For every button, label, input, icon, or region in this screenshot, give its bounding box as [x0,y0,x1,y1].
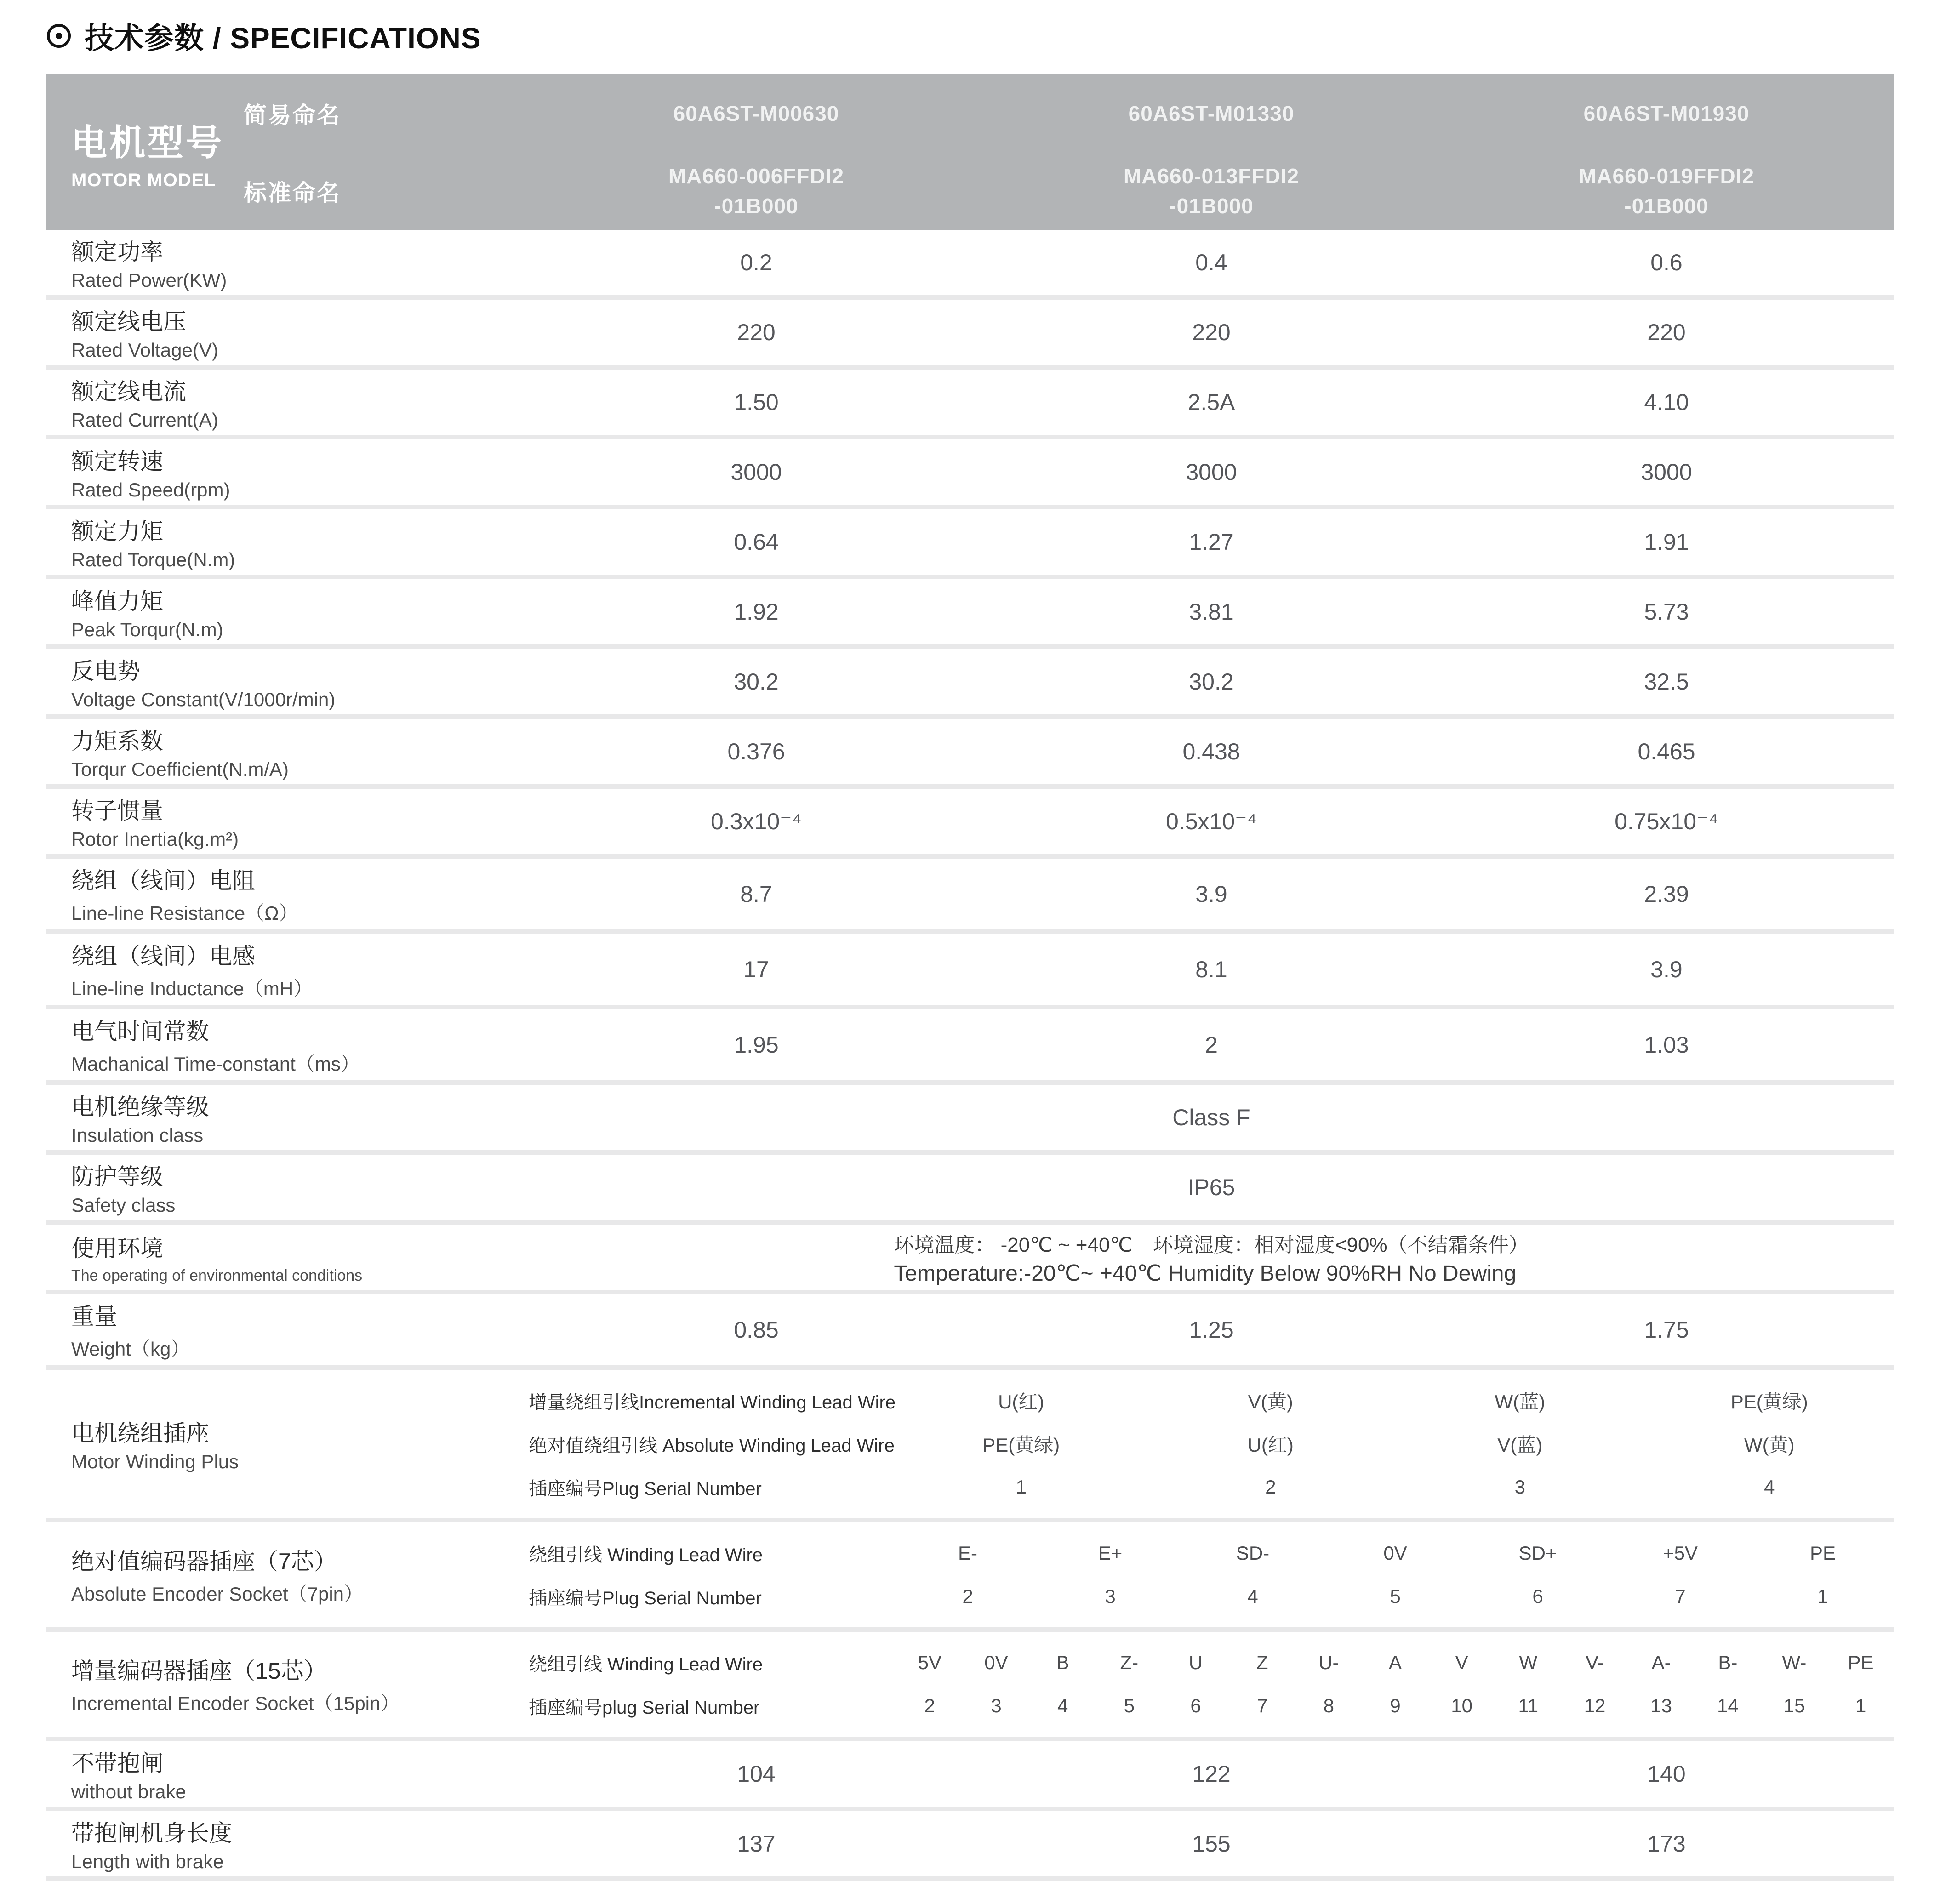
row-label [46,1653,529,1716]
row-label-cn: 绝对值编码器插座（7芯） [71,1549,337,1574]
row-label [46,583,529,641]
naming-labels-column [244,74,529,230]
value-cell: 1.91 [1644,529,1689,555]
model-simple-name: 60A6ST-M00630 [673,101,839,125]
row-label-en: Peak Torqur(N.m) [71,619,223,640]
pin-cell: 4 [1247,1585,1258,1607]
row-label-cn: 重量 [71,1304,117,1329]
value-cell: 220 [737,319,776,345]
wire-cell: V(黄) [1248,1391,1293,1413]
environment-line-en: Temperature:-20℃~ +40℃ Humidity Below 90%RH No Dewing [894,1261,1517,1286]
environment-text-block [894,1228,1529,1286]
value-cell: 17 [743,957,769,982]
value-cell: 137 [737,1831,776,1857]
value-cell: 30.2 [1189,669,1234,695]
row-label-cn: 电气时间常数 [71,1019,209,1044]
pin-cell: 9 [1390,1695,1401,1716]
wire-cell: PE [1809,1542,1836,1564]
wire-cell: E+ [1098,1542,1123,1564]
row-voltage-constant [46,644,1894,714]
row-label-cn: 额定转速 [71,449,163,474]
winding-row-absolute [529,1422,1894,1465]
row-label-en: Rated Voltage(V) [71,339,218,361]
row-label-en: Voltage Constant(V/1000r/min) [71,689,336,710]
value-cell: 0.438 [1182,739,1240,764]
row-label [46,723,529,781]
wire-cell: Z [1256,1652,1268,1673]
row-torque-coefficient [46,714,1894,784]
row-label-en: Insulation class [71,1124,204,1146]
value-cell: 122 [1192,1761,1231,1787]
pin-cell: 13 [1650,1695,1672,1716]
row-without-brake [46,1737,1894,1807]
pin-cell: 2 [924,1695,935,1716]
row-label-cn: 增量编码器插座（15芯） [71,1658,327,1684]
model-standard-line1: MA660-019FFDI2 [1578,164,1755,188]
pin-cell: 7 [1256,1695,1268,1716]
value-cell: 0.64 [734,529,779,555]
row-label [46,1230,529,1285]
sub-row-label: 绕组引线 Winding Lead Wire [529,1545,763,1565]
model-standard-line1: MA660-006FFDI2 [668,164,844,188]
row-label-cn: 额定线电压 [71,309,186,335]
value-cell: 104 [737,1761,776,1787]
row-label-cn: 额定线电流 [71,379,186,405]
row-label [46,1815,529,1873]
row-label-cn: 反电势 [71,658,140,684]
value-cell: 3.9 [1195,881,1227,907]
abs-encoder-pin-row [529,1575,1894,1618]
row-line-inductance [46,929,1894,1005]
wire-cell: B- [1718,1652,1738,1673]
row-label [46,303,529,361]
simple-name-label: 简易命名 [244,102,341,128]
value-cell: 220 [1647,319,1686,345]
row-label-cn: 绕组（线间）电阻 [71,868,255,894]
value-cell: 1.50 [734,389,779,415]
wire-cell: PE(黄绿) [982,1434,1060,1456]
row-safety-class [46,1150,1894,1220]
pin-cell: 2 [962,1585,973,1607]
pin-cell: 4 [1057,1695,1068,1716]
model-standard-name [1439,152,1894,230]
page-title: 技术参数 / SPECIFICATIONS [85,22,481,55]
wire-cell: +5V [1663,1542,1698,1564]
value-cell: 0.75x10⁻⁴ [1615,809,1718,834]
value-cell: 0.4 [1195,250,1227,275]
value-cell: 0.5x10⁻⁴ [1166,809,1257,834]
row-label-en: Rated Power(KW) [71,269,227,291]
pin-cell: 5 [1124,1695,1135,1716]
environment-value [529,1228,1894,1286]
abs-encoder-wire-row [529,1532,1894,1575]
row-label [46,443,529,501]
row-label-en: Line-line Inductance（mH） [71,978,313,999]
pin-cell: 14 [1717,1695,1739,1716]
table-header [46,74,1894,230]
row-label-en: Motor Winding Plus [71,1451,239,1472]
pin-cell: 10 [1451,1695,1473,1716]
value-cell: 173 [1647,1831,1686,1857]
value-cell: 4.10 [1644,389,1689,415]
model-simple-name: 60A6ST-M01930 [1583,101,1750,125]
standard-name-label: 标准命名 [244,180,341,206]
row-label-en: without brake [71,1781,186,1802]
value-cell: 0.85 [734,1317,779,1343]
pin-cell: 12 [1584,1695,1606,1716]
wire-cell: SD- [1236,1542,1270,1564]
motor-model-label-en: MOTOR MODEL [71,170,216,190]
sub-row-label: 插座编号plug Serial Number [529,1697,760,1718]
row-label [46,938,529,1001]
row-label [46,1415,529,1473]
pin-cell: 1 [1817,1585,1828,1607]
sub-row-label: 插座编号Plug Serial Number [529,1478,762,1499]
inc-encoder-wire-row [529,1641,1894,1684]
sub-row-label: 绕组引线 Winding Lead Wire [529,1654,763,1675]
row-rated-torque [46,505,1894,575]
wire-cell: U [1188,1652,1203,1673]
wire-cell: PE [1848,1652,1874,1673]
inc-encoder-pin-row [529,1684,1894,1727]
wire-cell: A [1388,1652,1402,1673]
model-standard-line1: MA660-013FFDI2 [1123,164,1300,188]
row-weight [46,1290,1894,1365]
wire-cell: W [1519,1652,1538,1673]
row-label [46,653,529,711]
wire-cell: 0V [984,1652,1008,1673]
row-label [46,234,529,291]
model-column-3 [1439,74,1894,230]
value-cell: 8.7 [740,881,772,907]
model-standard-name [984,152,1439,230]
value-cell: 3000 [730,459,782,485]
sub-row-label: 插座编号Plug Serial Number [529,1588,762,1608]
wire-cell: E- [958,1542,977,1564]
value-cell: 5.73 [1644,599,1689,625]
row-label-cn: 不带抱闸 [71,1750,163,1776]
pin-cell: 6 [1190,1695,1201,1716]
value-cell: 2.5A [1187,389,1235,415]
value-cell-span: IP65 [1187,1174,1235,1200]
pin-cell: 5 [1390,1585,1401,1607]
row-environment [46,1220,1894,1290]
model-standard-line2: -01B000 [1169,194,1254,218]
row-rated-current [46,365,1894,435]
value-cell: 30.2 [734,669,779,695]
model-column-1 [529,74,984,230]
row-label-cn: 使用环境 [71,1235,163,1261]
pin-cell: 7 [1675,1585,1686,1607]
winding-plug-subtable [529,1370,1894,1518]
row-label [46,1745,529,1803]
row-label [46,373,529,431]
pin-cell: 3 [991,1695,1002,1716]
wire-cell: U- [1318,1652,1339,1673]
wire-cell: V- [1586,1652,1604,1673]
motor-model-header-cell [46,74,244,230]
pin-cell: 11 [1518,1695,1539,1716]
row-peak-torque [46,575,1894,644]
row-label [46,1543,529,1607]
row-label [46,862,529,926]
row-label-cn: 防护等级 [71,1164,163,1190]
model-standard-line2: -01B000 [714,194,799,218]
wire-cell: 0V [1383,1542,1407,1564]
row-label [46,513,529,571]
pin-cell: 15 [1783,1695,1805,1716]
row-label-en: Weight（kg） [71,1338,190,1360]
value-cell: 140 [1647,1761,1686,1787]
row-rated-power [46,230,1894,295]
value-cell: 0.465 [1638,739,1695,764]
row-rated-speed [46,435,1894,505]
wire-cell: PE(黄绿) [1730,1391,1808,1413]
row-rotor-inertia [46,784,1894,854]
value-cell: 0.376 [727,739,785,764]
row-label-en: Safety class [71,1194,176,1216]
value-cell: 0.6 [1650,250,1683,275]
row-label-cn: 转子惯量 [71,798,163,824]
value-cell: 2 [1205,1032,1218,1058]
section-incremental-encoder-socket [46,1627,1894,1737]
value-cell: 0.3x10⁻⁴ [711,809,802,834]
row-label-cn: 额定力矩 [71,519,163,544]
value-cell: 1.25 [1189,1317,1234,1343]
motor-model-label-cn: 电机型号 [71,122,224,163]
wire-cell: V(蓝) [1497,1434,1543,1456]
row-label-en: Rated Torque(N.m) [71,549,235,570]
wire-cell: W(黄) [1744,1434,1795,1456]
value-cell: 2.39 [1644,881,1689,907]
pin-cell: 1 [1855,1695,1866,1716]
row-label-en: Incremental Encoder Socket（15pin） [71,1693,400,1714]
wire-cell: B [1056,1652,1069,1673]
row-insulation-class [46,1080,1894,1150]
row-label-cn: 电机绕组插座 [71,1420,209,1446]
pin-cell: 4 [1764,1476,1775,1498]
row-label [46,1013,529,1077]
wire-cell: Z- [1120,1652,1139,1673]
pin-cell: 8 [1323,1695,1334,1716]
section-motor-winding-plug [46,1365,1894,1518]
section-bullet-icon [47,24,71,48]
pin-cell: 6 [1532,1585,1543,1607]
value-cell: 0.2 [740,250,772,275]
pin-cell: 3 [1514,1476,1525,1498]
row-label-cn: 峰值力矩 [71,588,163,614]
row-label-en: Torqur Coefficient(N.m/A) [71,758,289,780]
value-cell: 1.95 [734,1032,779,1058]
absolute-encoder-subtable [529,1522,1894,1627]
row-line-resistance [46,854,1894,929]
value-cell: 3.9 [1650,957,1683,982]
pin-cell: 2 [1265,1476,1276,1498]
value-cell: 1.03 [1644,1032,1689,1058]
environment-line-cn: 环境温度： -20℃ ~ +40℃ 环境湿度：相对湿度<90%（不结霜条件） [894,1234,1529,1256]
value-cell: 3.81 [1189,599,1234,625]
wire-cell: W- [1782,1652,1807,1673]
row-label [46,1298,529,1362]
row-label-cn: 绕组（线间）电感 [71,943,255,969]
wire-cell: 5V [918,1652,942,1673]
value-cell: 1.27 [1189,529,1234,555]
pin-cell: 3 [1105,1585,1116,1607]
row-time-constant [46,1005,1894,1080]
row-label [46,792,529,850]
value-cell-span: Class F [1172,1105,1250,1130]
model-standard-name [529,152,984,230]
row-label-en: Rated Current(A) [71,409,218,431]
wire-cell: U(红) [998,1391,1044,1413]
row-label-en: Machanical Time-constant（ms） [71,1053,360,1075]
value-cell: 1.92 [734,599,779,625]
row-label-en: Absolute Encoder Socket（7pin） [71,1583,364,1605]
sub-row-label: 绝对值绕组引线 Absolute Winding Lead Wire [529,1435,895,1456]
row-label-cn: 力矩系数 [71,728,163,754]
wire-cell: W(蓝) [1495,1391,1546,1413]
wire-cell: V [1455,1652,1468,1673]
value-cell: 1.75 [1644,1317,1689,1343]
row-label [46,1158,529,1216]
pin-cell: 1 [1016,1476,1027,1498]
wire-cell: U(红) [1247,1434,1294,1456]
value-cell: 8.1 [1195,957,1227,982]
section-title-bar [47,15,1894,57]
model-simple-name: 60A6ST-M01330 [1128,101,1295,125]
row-length-with-brake [46,1807,1894,1881]
row-label-en: Line-line Resistance（Ω） [71,902,298,924]
row-label-cn: 带抱闸机身长度 [71,1820,232,1846]
model-standard-line2: -01B000 [1624,194,1709,218]
sub-row-label: 增量绕组引线Incremental Winding Lead Wire [529,1392,896,1413]
value-cell: 3000 [1641,459,1692,485]
value-cell: 3000 [1186,459,1237,485]
winding-row-plug-numbers [529,1465,1894,1509]
value-cell: 155 [1192,1831,1231,1857]
row-rated-voltage [46,295,1894,365]
spec-table [46,74,1894,1881]
row-label-cn: 电机绝缘等级 [71,1094,209,1120]
wire-cell: A- [1651,1652,1671,1673]
row-label-en: Length with brake [71,1851,224,1872]
incremental-encoder-subtable [529,1632,1894,1737]
wire-cell: SD+ [1518,1542,1557,1564]
row-label-en: Rated Speed(rpm) [71,479,230,501]
row-label [46,1089,529,1146]
row-label-en: Rotor Inertia(kg.m²) [71,828,239,850]
winding-row-incremental [529,1379,1894,1422]
value-cell: 220 [1192,319,1231,345]
value-cell: 32.5 [1644,669,1689,695]
model-column-2 [984,74,1439,230]
row-label-cn: 额定功率 [71,239,163,265]
section-absolute-encoder-socket [46,1518,1894,1627]
row-label-en: The operating of environmental conditions [71,1266,363,1284]
